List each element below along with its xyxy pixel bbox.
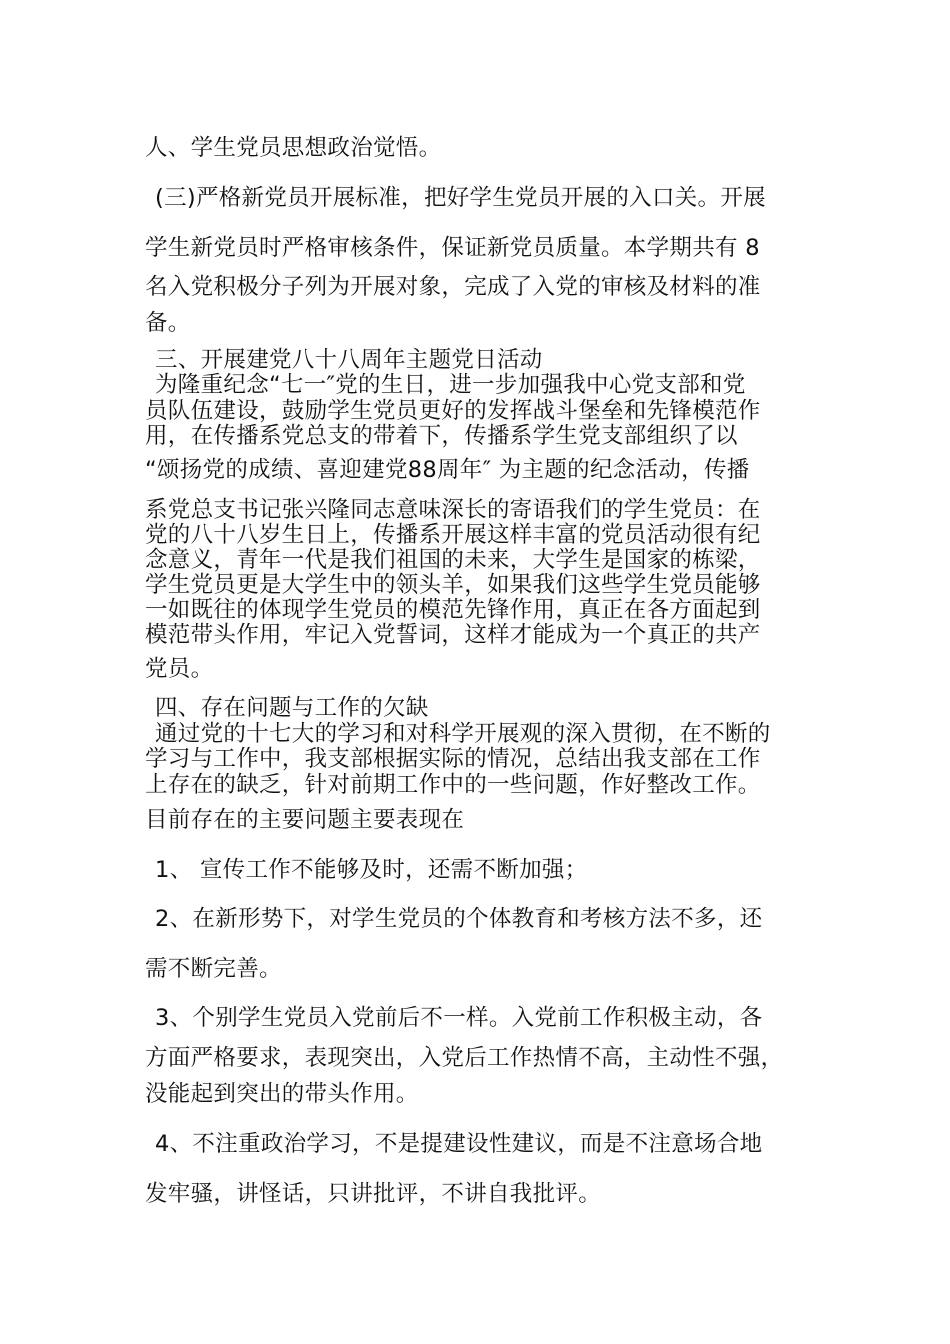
text-line: 没能起到突出的带头作用。 [145, 1081, 419, 1107]
text-line: 员队伍建设，鼓励学生党员更好的发挥战斗堡垒和先锋模范作 [145, 398, 761, 424]
text-line: 人、学生党员思想政治觉悟。 [145, 135, 442, 161]
text-line: 党的八十八岁生日上，传播系开展这样丰富的党员活动很有纪 [145, 522, 761, 548]
text-line: 学生党员更是大学生中的领头羊，如果我们这些学生党员能够 [145, 572, 761, 598]
text-line: 学生新党员时严格审核条件，保证新党员质量。本学期共有 8 [145, 235, 760, 261]
text-line: 念意义，青年一代是我们祖国的未来，大学生是国家的栋梁， [145, 547, 761, 573]
text-line: 党员。 [145, 656, 214, 682]
text-line: 目前存在的主要问题主要表现在 [145, 807, 465, 833]
text-line: 一如既往的体现学生党员的模范先锋作用，真正在各方面起到 [145, 597, 761, 623]
list-item: 1、 宣传工作不能够及时，还需不断加强； [155, 857, 588, 883]
text-line: 名入党积极分子列为开展对象，完成了入党的审核及材料的准 [145, 274, 761, 300]
text-line: 系党总支书记张兴隆同志意味深长的寄语我们的学生党员：在 [145, 497, 761, 523]
list-item: 4、不注重政治学习，不是提建设性建议，而是不注意场合地 [155, 1131, 763, 1157]
list-item: 2、在新形势下，对学生党员的个体教育和考核方法不多，还 [155, 906, 763, 932]
text-line: 上存在的缺乏，针对前期工作中的一些问题，作好整改工作。 [145, 772, 761, 798]
text-line: 发牢骚，讲怪话，只讲批评，不讲自我批评。 [145, 1181, 602, 1207]
text-line: (三)严格新党员开展标准，把好学生党员开展的入口关。开展 [155, 185, 766, 211]
list-item: 3、个别学生党员入党前后不一样。入党前工作积极主动，各 [155, 1005, 763, 1031]
text-line: 为隆重纪念“七一″党的生日，进一步加强我中心党支部和党 [155, 372, 746, 398]
section-heading: 四、存在问题与工作的欠缺 [155, 695, 429, 721]
text-line: 通过党的十七大的学习和对科学开展观的深入贯彻，在不断的 [155, 721, 771, 747]
text-line: 用，在传播系党总支的带着下，传播系学生党支部组织了以 [145, 423, 738, 449]
section-heading: 三、开展建党八十八周年主题党日活动 [155, 347, 543, 373]
text-line: 需不断完善。 [145, 956, 282, 982]
text-line: “颂扬党的成绩、喜迎建党88周年″ 为主题的纪念活动，传播 [145, 457, 750, 483]
text-line: 方面严格要求，表现突出，入党后工作热情不高，主动性不强， [145, 1045, 784, 1071]
text-line: 学习与工作中，我支部根据实际的情况，总结出我支部在工作 [145, 746, 761, 772]
text-line: 备。 [145, 310, 191, 336]
text-line: 模范带头作用，牢记入党誓词，这样才能成为一个真正的共产 [145, 622, 761, 648]
